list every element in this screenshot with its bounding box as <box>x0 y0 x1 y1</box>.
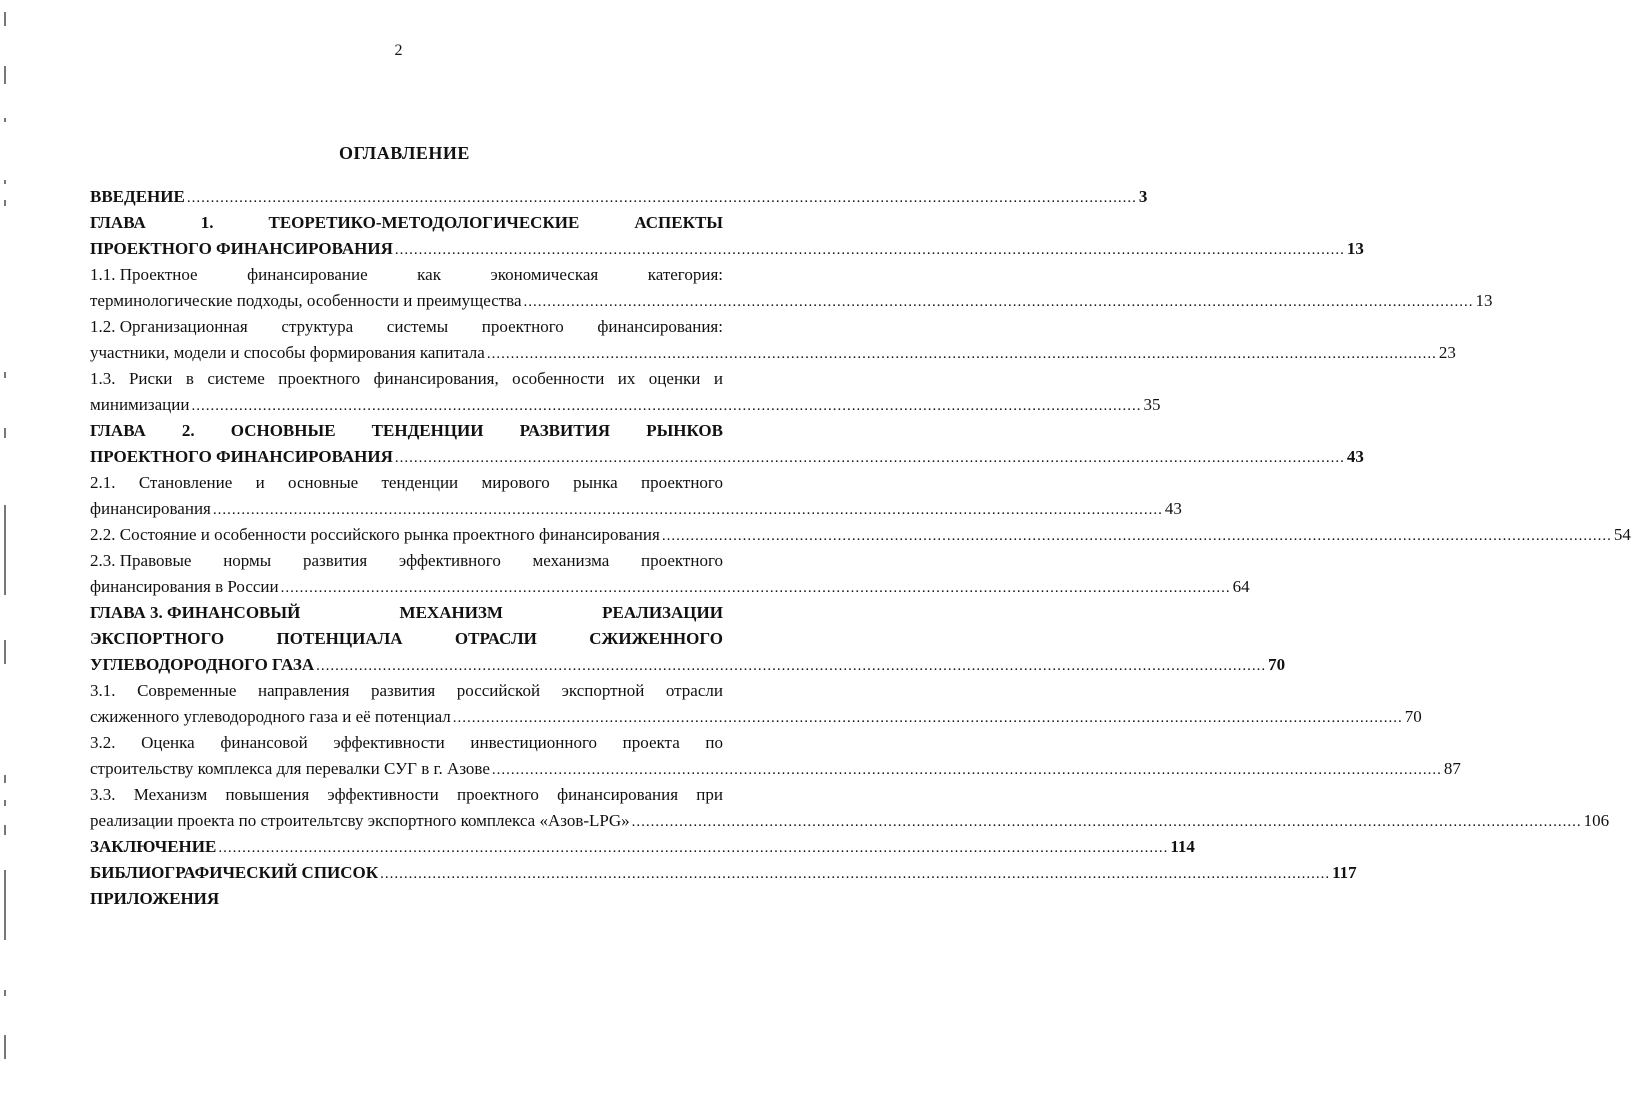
toc-entry-2-1[interactable] <box>90 470 723 496</box>
toc-entry-text: ПРОЕКТНОГО ФИНАНСИРОВАНИЯ <box>90 447 393 466</box>
toc-word: СЖИЖЕННОГО <box>589 629 723 648</box>
toc-word: РАЗВИТИЯ <box>519 421 611 440</box>
toc-entry-introduction[interactable] <box>90 184 1148 210</box>
toc-word: системы <box>386 317 449 336</box>
toc-word: АСПЕКТЫ <box>634 213 723 232</box>
toc-word: структура <box>281 317 354 336</box>
toc-word: 1.2. Организационная <box>90 317 248 336</box>
toc-word: финансирования: <box>597 317 723 336</box>
toc-entry-page: 117 <box>1332 863 1357 882</box>
toc-entry-text: реализации проекта по строительтсву экспортного комплекса «Азов-LPG» <box>90 811 630 830</box>
toc-word: Современные <box>137 681 237 700</box>
toc-word: Оценка <box>141 733 195 752</box>
toc-entry-text: ПРОЕКТНОГО ФИНАНСИРОВАНИЯ <box>90 239 393 258</box>
toc-word: 1.1. Проектное <box>90 265 198 284</box>
table-of-contents <box>90 184 1631 912</box>
toc-word: РЕАЛИЗАЦИИ <box>602 603 723 622</box>
dot-leader: ........................................................................................................................................................................................................ <box>280 580 1231 596</box>
toc-word: Механизм <box>133 785 208 804</box>
toc-word: развития <box>302 551 368 570</box>
toc-entry-bibliography[interactable] <box>90 860 1357 886</box>
toc-word: ГЛАВА 3. ФИНАНСОВЫЙ <box>90 603 301 622</box>
dot-leader: ........................................................................................................................................................................................................ <box>218 840 1169 856</box>
toc-entry-1-1[interactable] <box>90 262 723 288</box>
toc-word: проектного <box>278 369 361 388</box>
toc-entry-2-3-end[interactable] <box>90 574 1250 600</box>
toc-entry-page: 106 <box>1583 811 1610 830</box>
toc-entry-text: минимизации <box>90 395 190 414</box>
toc-entry-page: 114 <box>1170 837 1195 856</box>
toc-entry-chapter-3[interactable] <box>90 600 723 626</box>
toc-entry-page: 13 <box>1346 239 1364 258</box>
toc-word: 2. <box>181 421 195 440</box>
toc-word: при <box>696 785 723 804</box>
page-number: 2 <box>394 42 403 59</box>
toc-entry-3-3[interactable] <box>90 782 723 808</box>
toc-word: проектного <box>456 785 539 804</box>
toc-word: нормы <box>223 551 272 570</box>
toc-word: системе <box>207 369 265 388</box>
toc-word: отрасли <box>665 681 723 700</box>
toc-word: финансирования <box>557 785 679 804</box>
toc-word: в <box>185 369 194 388</box>
toc-word: экспортной <box>561 681 645 700</box>
toc-word: 1.3. <box>90 369 116 388</box>
toc-entry-chapter-2-end[interactable] <box>90 444 1364 470</box>
toc-word: МЕХАНИЗМ <box>399 603 503 622</box>
dot-leader: ........................................................................................................................................................................................................ <box>631 814 1582 830</box>
toc-entry-text: БИБЛИОГРАФИЧЕСКИЙ СПИСОК <box>90 863 379 882</box>
toc-word: направления <box>258 681 350 700</box>
toc-entry-2-3[interactable] <box>90 548 723 574</box>
toc-entry-page: 35 <box>1143 395 1161 414</box>
toc-word: ОСНОВНЫЕ <box>230 421 336 440</box>
dot-leader: ........................................................................................................................................................................................................ <box>186 190 1137 206</box>
toc-word: проектного <box>641 551 723 570</box>
toc-entry-page: 87 <box>1443 759 1461 778</box>
dot-leader: ........................................................................................................................................................................................................ <box>394 242 1345 258</box>
toc-word: 2.1. <box>90 473 116 492</box>
toc-word: Становление <box>138 473 233 492</box>
toc-entry-3-1[interactable] <box>90 678 723 704</box>
toc-word: основные <box>288 473 359 492</box>
toc-entry-page: 23 <box>1438 343 1456 362</box>
toc-word: инвестиционного <box>470 733 598 752</box>
toc-entry-text: ЗАКЛЮЧЕНИЕ <box>90 837 217 856</box>
toc-entry-page: 13 <box>1475 291 1493 310</box>
toc-word: оценки <box>648 369 701 388</box>
toc-entry-conclusion[interactable] <box>90 834 1195 860</box>
dot-leader: ........................................................................................................................................................................................................ <box>316 658 1267 674</box>
dot-leader: ........................................................................................................................................................................................................ <box>212 502 1163 518</box>
toc-entry-page: 3 <box>1138 187 1148 206</box>
toc-entry-chapter-1[interactable] <box>90 210 723 236</box>
toc-word: финансирование <box>247 265 368 284</box>
dot-leader: ........................................................................................................................................................................................................ <box>380 866 1331 882</box>
toc-word: и <box>713 369 723 388</box>
toc-entry-text: ПРИЛОЖЕНИЯ <box>90 889 220 908</box>
toc-entry-appendices[interactable] <box>90 886 723 912</box>
toc-word: ТЕОРЕТИКО-МЕТОДОЛОГИЧЕСКИЕ <box>268 213 580 232</box>
dot-leader: ........................................................................................................................................................................................................ <box>523 294 1474 310</box>
toc-word: финансирования, <box>373 369 499 388</box>
toc-entry-text: 2.2. Состояние и особенности российского рынка проектного финансирования <box>90 525 660 544</box>
toc-word: категория: <box>647 265 723 284</box>
toc-entry-page: 64 <box>1232 577 1250 596</box>
toc-word: ЭКСПОРТНОГО <box>90 629 225 648</box>
toc-entry-text: ВВЕДЕНИЕ <box>90 187 185 206</box>
dot-leader: ........................................................................................................................................................................................................ <box>394 450 1345 466</box>
toc-entry-1-2[interactable] <box>90 314 723 340</box>
toc-entry-3-2[interactable] <box>90 730 723 756</box>
toc-entry-2-2[interactable] <box>90 522 1631 548</box>
toc-word: эффективного <box>398 551 501 570</box>
toc-word: РЫНКОВ <box>646 421 723 440</box>
toc-entry-chapter-2[interactable] <box>90 418 723 444</box>
dot-leader: ........................................................................................................................................................................................................ <box>491 762 1442 778</box>
toc-word: как <box>417 265 441 284</box>
toc-word: особенности <box>512 369 605 388</box>
toc-word: 1. <box>200 213 214 232</box>
toc-entry-text: УГЛЕВОДОРОДНОГО ГАЗА <box>90 655 315 674</box>
toc-word: 3.1. <box>90 681 116 700</box>
toc-word: проектного <box>481 317 564 336</box>
dot-leader: ........................................................................................................................................................................................................ <box>486 346 1437 362</box>
dot-leader: ........................................................................................................................................................................................................ <box>452 710 1403 726</box>
toc-entry-3-2-end[interactable] <box>90 756 1461 782</box>
toc-word: ГЛАВА <box>90 421 146 440</box>
toc-word: их <box>617 369 636 388</box>
toc-entry-page: 54 <box>1613 525 1631 544</box>
toc-entry-chapter-3-end[interactable] <box>90 652 1286 678</box>
toc-entry-text: сжиженного углеводородного газа и её потенциал <box>90 707 451 726</box>
toc-entry-1-1-end[interactable] <box>90 288 1493 314</box>
toc-word: 3.3. <box>90 785 116 804</box>
toc-entry-1-3[interactable] <box>90 366 723 392</box>
toc-entry-1-2-end[interactable] <box>90 340 1456 366</box>
dot-leader: ........................................................................................................................................................................................................ <box>661 528 1612 544</box>
dot-leader: ........................................................................................................................................................................................................ <box>191 398 1142 414</box>
toc-word: по <box>705 733 723 752</box>
toc-entry-text: терминологические подходы, особенности и преимущества <box>90 291 522 310</box>
toc-entry-2-1-end[interactable] <box>90 496 1182 522</box>
toc-word: и <box>255 473 265 492</box>
toc-word: Риски <box>128 369 173 388</box>
toc-entry-3-3-end[interactable] <box>90 808 1610 834</box>
toc-entry-text: участники, модели и способы формирования капитала <box>90 343 485 362</box>
toc-word: финансовой <box>220 733 308 752</box>
toc-word: 2.3. Правовые <box>90 551 192 570</box>
toc-word: развития <box>371 681 436 700</box>
toc-word: тенденции <box>381 473 459 492</box>
toc-word: механизма <box>532 551 610 570</box>
toc-word: проекта <box>622 733 680 752</box>
toc-word: эффективности <box>327 785 439 804</box>
toc-word: мирового <box>481 473 550 492</box>
toc-entry-page: 43 <box>1346 447 1364 466</box>
toc-entry-3-1-end[interactable] <box>90 704 1422 730</box>
toc-word: экономическая <box>490 265 599 284</box>
scan-edge-marks <box>0 0 14 1105</box>
toc-entry-text: финансирования в России <box>90 577 279 596</box>
toc-entry-text: финансирования <box>90 499 211 518</box>
toc-entry-1-3-end[interactable] <box>90 392 1161 418</box>
toc-word: ТЕНДЕНЦИИ <box>371 421 484 440</box>
toc-word: повышения <box>225 785 310 804</box>
toc-entry-text: строительству комплекса для перевалки СУГ в г. Азове <box>90 759 490 778</box>
toc-word: российской <box>456 681 541 700</box>
toc-title: ОГЛАВЛЕНИЕ <box>339 143 470 163</box>
toc-word: эффективности <box>333 733 445 752</box>
toc-word: рынка <box>573 473 618 492</box>
toc-entry-page: 70 <box>1404 707 1422 726</box>
toc-entry-page: 70 <box>1268 655 1286 674</box>
toc-entry-chapter-3-cont[interactable] <box>90 626 723 652</box>
toc-word: проектного <box>641 473 723 492</box>
toc-word: ГЛАВА <box>90 213 146 232</box>
toc-word: 3.2. <box>90 733 116 752</box>
toc-word: ПОТЕНЦИАЛА <box>276 629 403 648</box>
toc-word: ОТРАСЛИ <box>454 629 537 648</box>
toc-entry-page: 43 <box>1164 499 1182 518</box>
toc-entry-chapter-1-end[interactable] <box>90 236 1364 262</box>
